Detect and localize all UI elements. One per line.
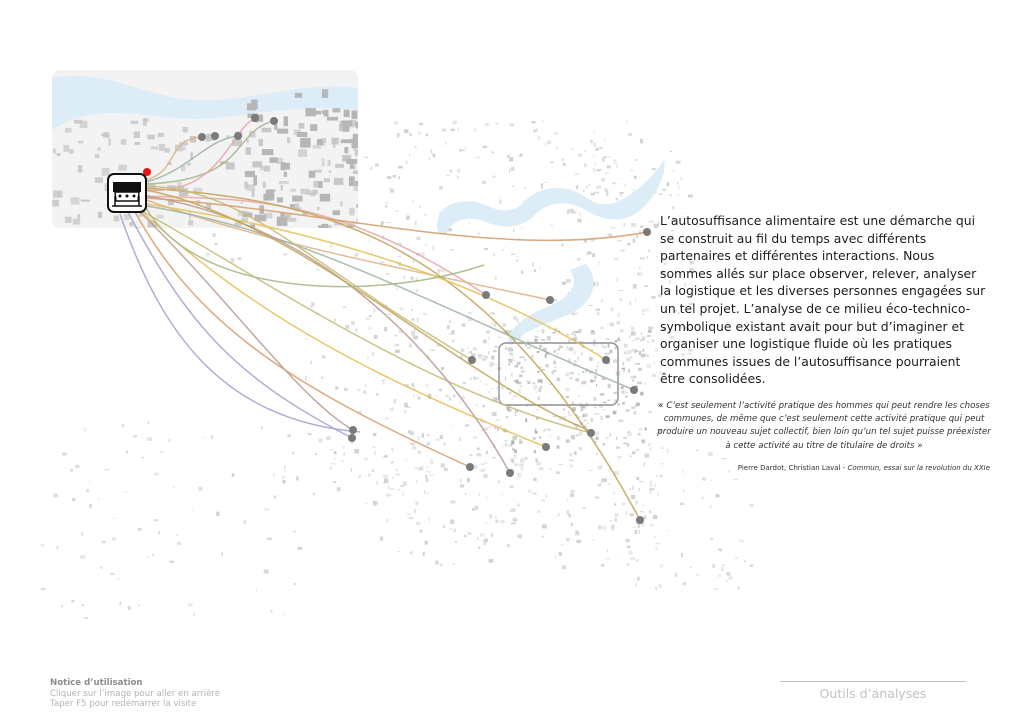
route-node [602,356,610,364]
citation-authors: Pierre Dardot, Christian Laval - [737,464,848,472]
analysis-tools-link[interactable]: Outils d’analyses [819,686,927,701]
usage-notice [50,678,220,710]
route-node [251,114,259,122]
notice-title: Notice d’utilisation [50,678,143,688]
route-node [643,228,651,236]
route-node [466,463,474,471]
route-node [630,386,638,394]
route-lines [120,118,647,520]
route-node [348,434,356,442]
route-node [211,132,219,140]
route-node [506,469,514,477]
route-node [542,443,550,451]
route-node [636,516,644,524]
notice-click-back: Cliquer sur l’image pour aller en arrière [50,688,221,699]
inset-map [52,70,367,235]
route-node [198,133,206,141]
route-node [482,291,490,299]
notice-restart: Taper F5 pour redémarrer la visite [50,699,197,710]
route-node [270,117,278,125]
river [508,264,593,346]
route-node [546,296,554,304]
citation-work: Commun, essai sur la revolution du XXIe [847,464,990,472]
route-node [349,426,357,434]
quote: « C’est seulement l’activité pratique des hommes qui peut rendre les choses communes, de même que c’est seulement cette activité pratique qui peut produire un nouveau sujet collectif, bien loin qu’un tel sujet puisse préexister à cette activité au titre de titulaire de droits » [657,401,991,451]
description-paragraph: L’autosuffisance alimentaire est une démarche qui se construit au fil du temps avec différents partenaires et différentes interactions. Nous sommes allés sur place observer, relever, analyser la logistique et les diverses personnes engagées sur un tel projet. L’analyse de ce milieu éco-technico-symbolique existant avait pour but d’imaginer et organiser une logistique fluide où les pratiques communes issues de l’autosuffisance pourraient être consolidées. [660,213,986,387]
route-node [587,429,595,437]
tools-divider [780,681,966,682]
route-node [468,356,476,364]
route-node [234,132,242,140]
quote-citation [700,464,990,472]
market-stall-icon [108,174,146,212]
